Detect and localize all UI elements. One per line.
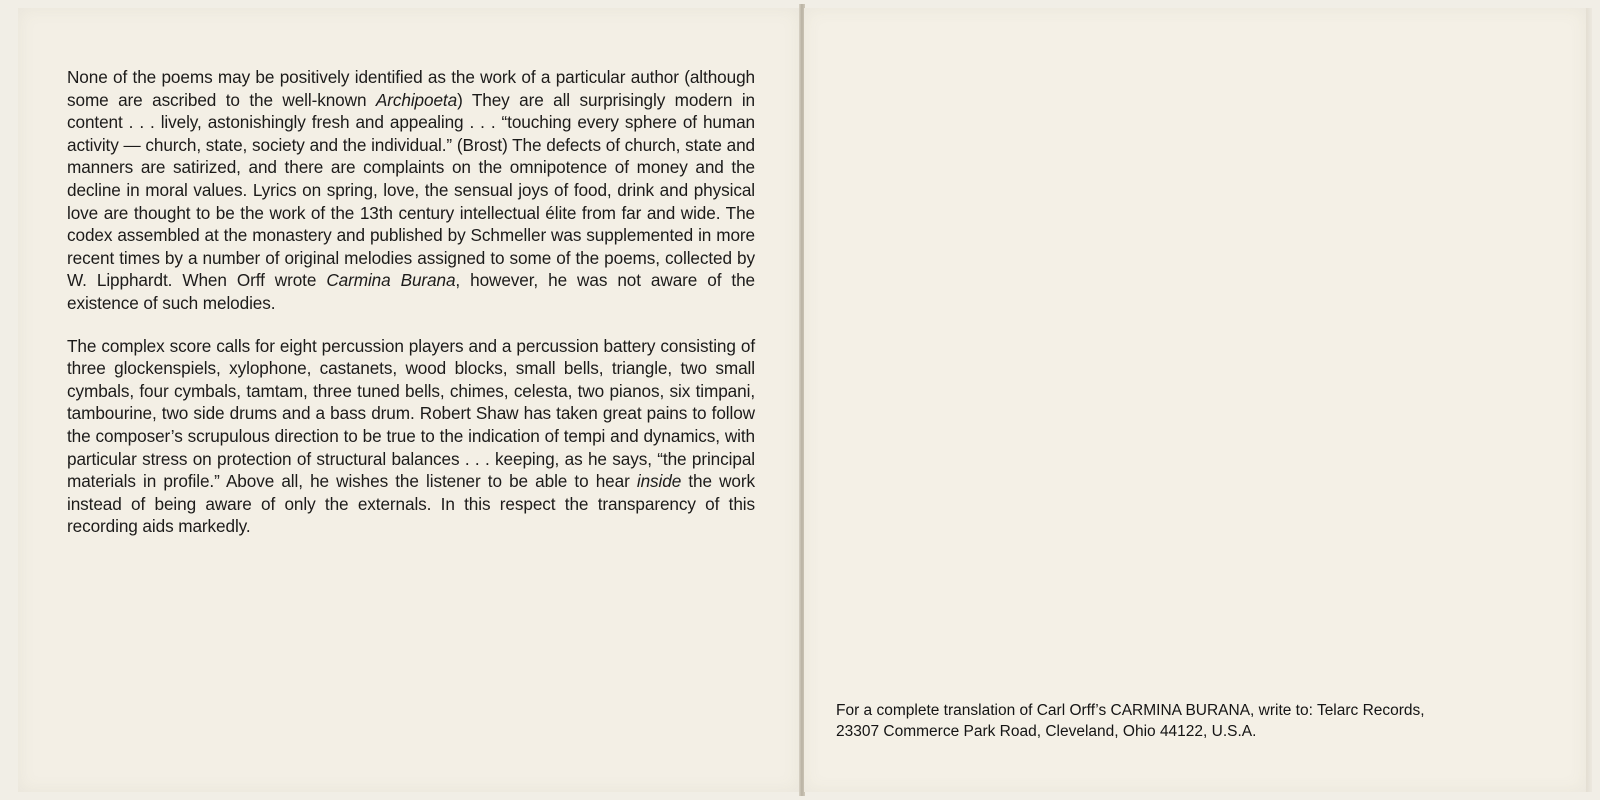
liner-notes-text bbox=[67, 66, 755, 558]
translation-note bbox=[836, 700, 1556, 742]
text-run: ) They are all surprisingly modern in content . . . lively, astonishingly fresh and appealing . . . “touching every sphere of human activity — church, state, society and the individual.” (Brost) The defects of church, state and manners are satirized, and there are complaints on the omnipotence of money and the decline in moral values. Lyrics on spring, love, the sensual joys of food, drink and physical love are thought to be the work of the 13th century intellectual élite from far and wide. The codex assembled at the monastery and published by Schmeller was supplemented in more recent times by a number of original melodies assigned to some of the poems, collected by W. Lipphardt. When Orff wrote bbox=[67, 89, 755, 291]
text-run: , however, he was not aware of the existence of such melodies. bbox=[67, 270, 755, 313]
text-run: None of the poems may be positively identified as the work of a particular author (although some are ascribed to the well-known bbox=[67, 67, 755, 110]
left-page bbox=[18, 8, 800, 792]
italic-title: Carmina Burana bbox=[326, 270, 456, 291]
italic-title: inside bbox=[636, 471, 682, 492]
text-run: The complex score calls for eight percussion players and a percussion battery consisting of three glockenspiels, xylophone, castanets, wood blocks, small bells, triangle, two small cymbals, four cymbals, tamtam, three tuned bells, chimes, celesta, two pianos, six timpani, tambourine, two side drums and a bass drum. Robert Shaw has taken great pains to follow the composer’s scrupulous direction to be true to the indication of tempi and dynamics, with particular stress on protection of structural balances . . . keeping, as he says, “the principal materials in profile.” Above all, he wishes the listener to be able to hear bbox=[67, 335, 755, 492]
italic-title: Archipoeta bbox=[375, 89, 458, 110]
paragraph-2 bbox=[67, 335, 755, 538]
translation-note-line-1: For a complete translation of Carl Orff’s CARMINA BURANA, write to: Telarc Records, bbox=[836, 702, 1425, 719]
text-run: the work instead of being aware of only the externals. In this respect the transparency of this recording aids markedly. bbox=[67, 471, 755, 537]
right-page bbox=[804, 8, 1586, 792]
paragraph-1 bbox=[67, 66, 755, 315]
page-edge bbox=[1586, 8, 1592, 792]
translation-note-line-2: 23307 Commerce Park Road, Cleveland, Ohio 44122, U.S.A. bbox=[836, 723, 1257, 740]
